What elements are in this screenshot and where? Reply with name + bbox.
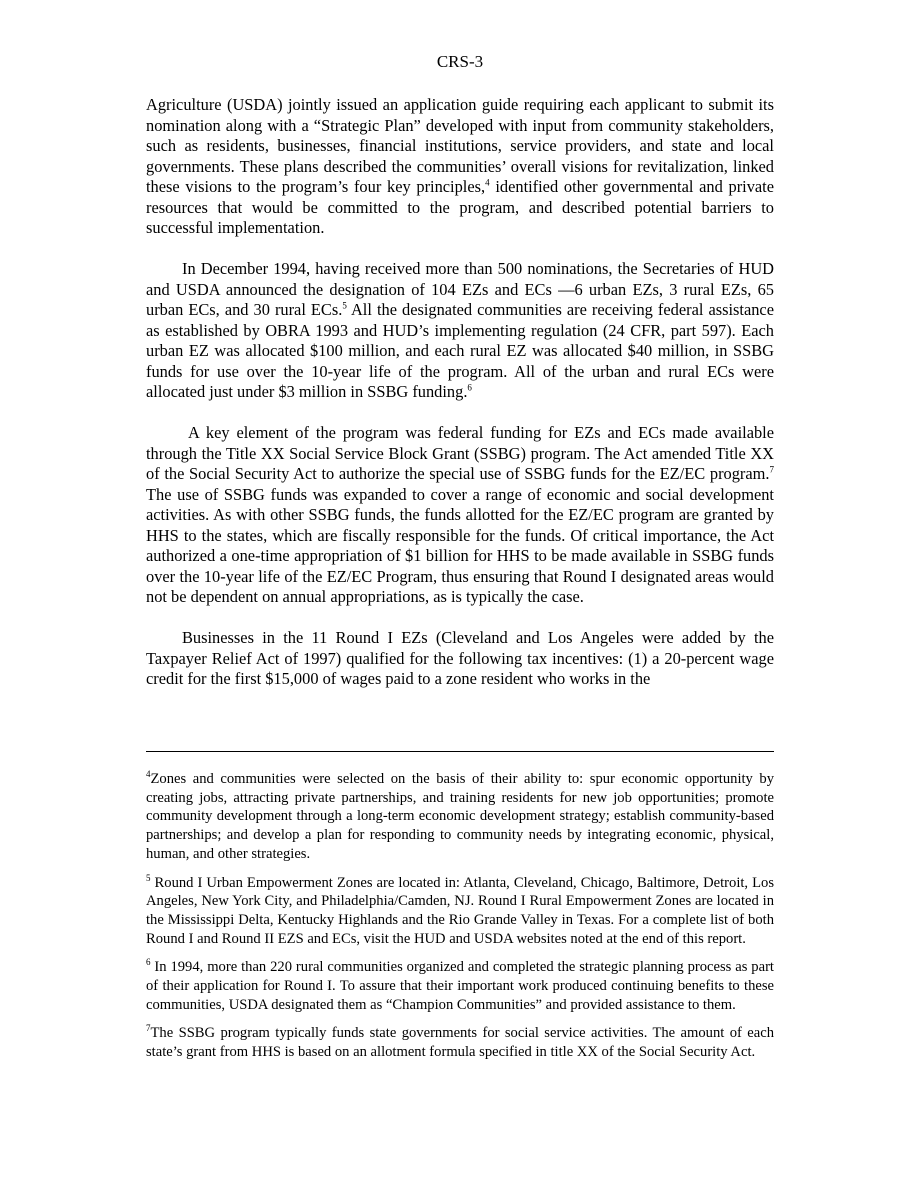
footnote-ref-6[interactable]: 6 bbox=[467, 382, 472, 393]
paragraph-2-text-a: In December 1994, having received more than 500 nominations, the Secretaries of HUD and USDA announced the designation of 104 EZs and ECs —6 urban EZs, 3 rural EZs, 65 urban ECs, and 30 rural ECs. bbox=[146, 259, 774, 319]
footnote-ref-4[interactable]: 4 bbox=[485, 177, 490, 188]
footnote-5-text: Round I Urban Empowerment Zones are located in: Atlanta, Cleveland, Chicago, Baltimore, Detroit, Los Angeles, New York City, and Philadelphia/Camden, NJ. Round I Rural Empowerment Zones are located in the Mississippi Delta, Kentucky Highlands and the Rio Grande Valley in Texas. For a complete list of both Round I and Round II EZS and ECs, visit the HUD and USDA websites noted at the end of this report. bbox=[146, 874, 774, 947]
paragraph-3-text-b: The use of SSBG funds was expanded to cover a range of economic and social development activities. As with other SSBG funds, the funds allotted for the EZ/EC program are granted by HHS to the states, which are fiscally responsible for the funds. Of critical importance, the Act authorized a one-time appropriation of $1 billion for HHS to be made available in SSBG funds over the 10-year life of the EZ/EC Program, thus ensuring that Round I designated areas would not be dependent on annual appropriations, as is typically the case. bbox=[146, 484, 774, 606]
paragraph-1-text-b: identified other governmental and private resources that would be committed to the program, and described potential barriers to successful implementation. bbox=[146, 177, 775, 237]
paragraph-3-text-a: A key element of the program was federal funding for EZs and ECs made available through the Title XX Social Service Block Grant (SSBG) program. The Act amended Title XX of the Social Security Act to authorize the special use of SSBG funds for the EZ/EC program. bbox=[146, 423, 774, 483]
footnote-ref-5[interactable]: 5 bbox=[342, 300, 347, 311]
footnote-6 bbox=[146, 958, 774, 1014]
footnote-4-number: 4 bbox=[146, 769, 151, 780]
footnotes-section bbox=[146, 770, 774, 1072]
footnote-7-number: 7 bbox=[146, 1023, 151, 1034]
footnote-ref-7[interactable]: 7 bbox=[769, 464, 774, 475]
paragraph-4: Businesses in the 11 Round I EZs (Cleveland and Los Angeles were added by the Taxpayer Relief Act of 1997) qualified for the following tax incentives: (1) a 20-percent wage credit for the first $15,000 of wages paid to a zone resident who works in the bbox=[146, 628, 774, 688]
footnote-7 bbox=[146, 1024, 774, 1061]
main-body bbox=[146, 95, 774, 710]
page-number-header: CRS-3 bbox=[436, 52, 484, 71]
footnote-6-number: 6 bbox=[146, 957, 151, 968]
paragraph-2-text-b: All the designated communities are receiving federal assistance as established by OBRA 1993 and HUD’s implementing regulation (24 CFR, part 597). Each urban EZ was allocated $100 million, and each rural EZ was allocated $40 million, in SSBG funds for use over the 10-year life of the program. All of the urban and rural ECs were allocated just under $3 million in SSBG funding. bbox=[146, 300, 774, 401]
paragraph-3 bbox=[146, 423, 774, 608]
footnote-divider bbox=[146, 751, 774, 752]
footnote-5 bbox=[146, 874, 774, 949]
footnote-6-text: In 1994, more than 220 rural communities organized and completed the strategic planning process as part of their application for Round I. To assure that their important work produced continuing benefits to these communities, USDA designated them as “Champion Communities” and provided assistance to them. bbox=[146, 959, 774, 1013]
paragraph-2 bbox=[146, 259, 774, 403]
footnote-4 bbox=[146, 770, 774, 864]
paragraph-1 bbox=[146, 95, 774, 239]
footnote-4-text: Zones and communities were selected on the basis of their ability to: spur economic opportunity by creating jobs, attracting private partnerships, and training residents for new job opportunities; promote community development through a long-term economic development strategy; establish community-based partnerships; and develop a plan for responding to community needs by integrating economic, physical, human, and other strategies. bbox=[146, 771, 774, 862]
paragraph-1-text-a: Agriculture (USDA) jointly issued an application guide requiring each applicant to submit its nomination along with a “Strategic Plan” developed with input from community stakeholders, such as residents, businesses, financial institutions, service providers, and state and local governments. These plans described the communities’ overall visions for revitalization, linked these visions to the program’s four key principles, bbox=[146, 95, 774, 196]
footnote-7-text: The SSBG program typically funds state governments for social service activities. The amount of each state’s grant from HHS is based on an allotment formula specified in title XX of the Social Security Act. bbox=[146, 1025, 774, 1061]
footnote-5-number: 5 bbox=[146, 872, 151, 883]
